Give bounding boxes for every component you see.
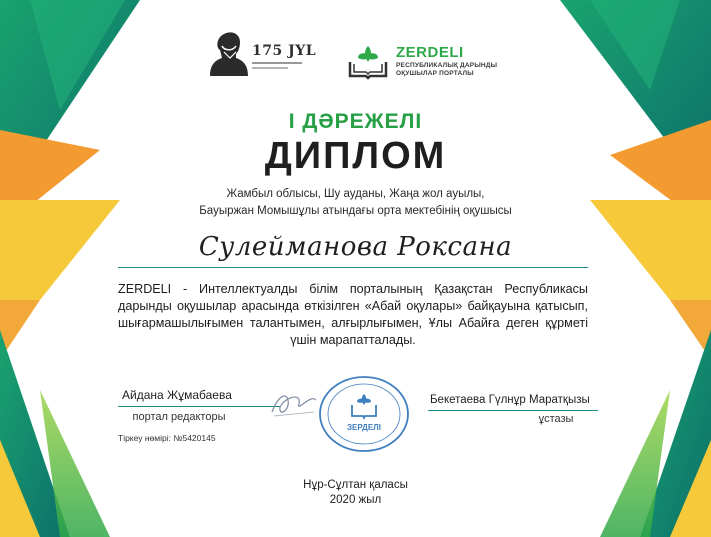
portal-tagline: РЕСПУБЛИКАЛЫҚ ДАРЫНДЫ <box>396 62 498 69</box>
portal-name: ZERDELI <box>396 44 464 61</box>
school-address: Жамбыл облысы, Шу ауданы, Жаңа жол ауылы, <box>226 188 485 200</box>
book-sprout-icon <box>346 40 390 80</box>
student-underline <box>118 267 588 268</box>
award-text: ZERDELI - Интеллектуалды білім порталының Қазақстан Республикасы дарынды оқушылар арасында өткізілген «Абай оқулары» байқауына қатысып, шығармашылығымен талантымен, алғырлығымен, Ұлы Абайға деген құрметі үшін марапатталады. <box>118 282 588 347</box>
stamp-seal <box>316 374 412 454</box>
jubilee-subline <box>252 62 302 64</box>
teacher-role: ұстазы <box>538 413 574 425</box>
jubilee-subline <box>252 67 288 69</box>
portal-tagline: ОҚУШЫЛАР ПОРТАЛЫ <box>396 70 474 77</box>
diploma-degree: І ДӘРЕЖЕЛІ <box>288 110 423 133</box>
editor-signature-line <box>118 406 280 407</box>
registration-number: Тіркеу нөмірі: №5420145 <box>118 433 216 443</box>
teacher-signature-line <box>428 410 598 411</box>
student-name: Сулейманова Роксана <box>198 232 513 262</box>
jubilee-label: 175 JYL <box>252 43 317 59</box>
school-name: Бауыржан Момышұлы атындағы орта мектебінің оқушысы <box>199 205 512 217</box>
editor-name: Айдана Жұмабаева <box>122 388 232 402</box>
diploma-title: ДИПЛОМ <box>264 135 447 177</box>
editor-role: портал редакторы <box>132 411 226 423</box>
teacher-name: Бекетаева Гүлнұр Маратқызы <box>430 394 590 406</box>
handwritten-signature <box>268 386 320 422</box>
stamp-label: ЗЕРДЕЛІ <box>346 423 382 432</box>
issue-city: Нұр-Сұлтан қаласы <box>303 479 408 491</box>
issue-year: 2020 жыл <box>329 494 382 506</box>
